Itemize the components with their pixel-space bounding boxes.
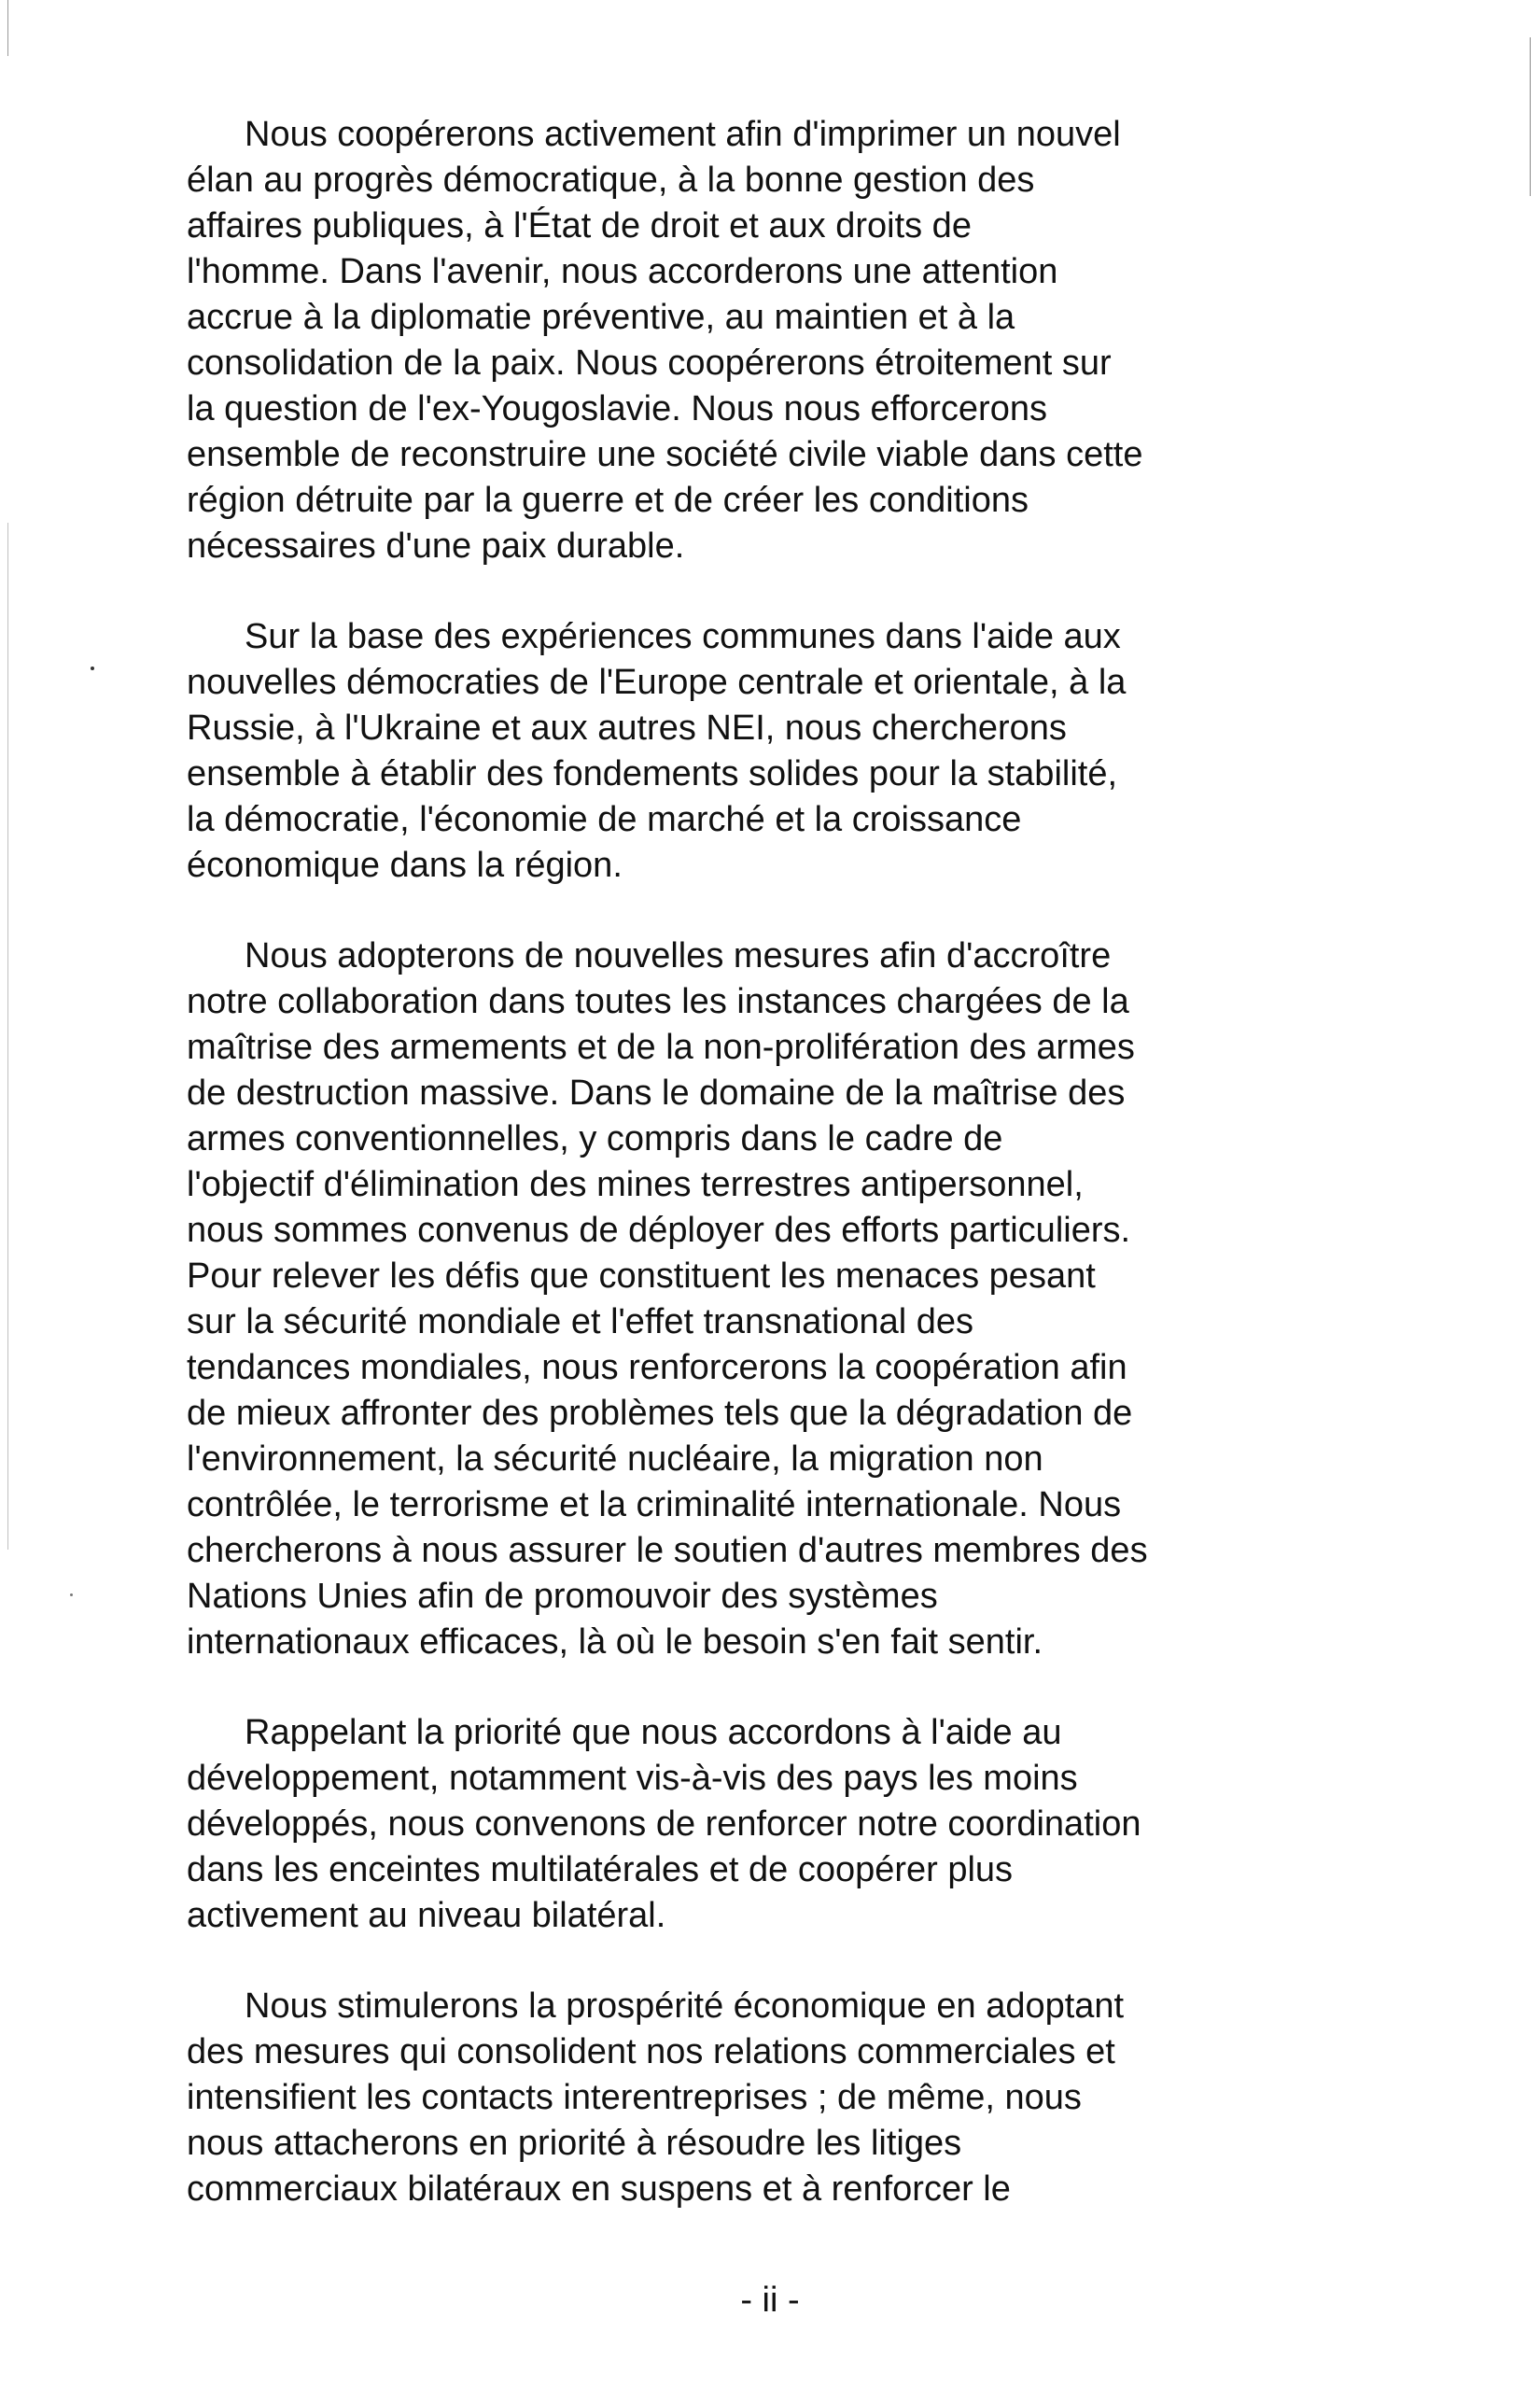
- text-line: maîtrise des armements et de la non-prolifération des armes: [187, 1028, 1135, 1067]
- text-line: Sur la base des expériences communes dans l'aide aux: [245, 617, 1121, 656]
- text-line: l'objectif d'élimination des mines terrestres antipersonnel,: [187, 1165, 1084, 1204]
- text-line: Russie, à l'Ukraine et aux autres NEI, nous chercherons: [187, 709, 1067, 748]
- text-line: Nations Unies afin de promouvoir des systèmes: [187, 1577, 938, 1616]
- text-line: internationaux efficaces, là où le besoin s'en fait sentir.: [187, 1622, 1043, 1662]
- text-line: nécessaires d'une paix durable.: [187, 526, 685, 566]
- text-line: nouvelles démocraties de l'Europe centrale et orientale, à la: [187, 663, 1127, 702]
- text-line: élan au progrès démocratique, à la bonne gestion des: [187, 161, 1035, 200]
- text-line: l'homme. Dans l'avenir, nous accorderons une attention: [187, 252, 1058, 291]
- text-line: chercherons à nous assurer le soutien d'autres membres des: [187, 1531, 1148, 1570]
- text-line: contrôlée, le terrorisme et la criminalité internationale. Nous: [187, 1485, 1122, 1524]
- text-line: la démocratie, l'économie de marché et la croissance: [187, 800, 1022, 839]
- scan-edge-mark: [1530, 37, 1531, 196]
- text-line: Nous adopterons de nouvelles mesures afin d'accroître: [245, 936, 1112, 975]
- scan-speck: [91, 667, 94, 670]
- text-line: Rappelant la priorité que nous accordons à l'aide au: [245, 1713, 1062, 1752]
- paragraph-new-democracies: [187, 614, 1307, 889]
- body-text: [187, 112, 1307, 2257]
- text-line: de destruction massive. Dans le domaine de la maîtrise des: [187, 1074, 1126, 1113]
- paragraph-economic-prosperity: [187, 1984, 1307, 2212]
- text-line: la question de l'ex-Yougoslavie. Nous nous efforcerons: [187, 389, 1047, 428]
- paragraph-democracy: [187, 112, 1307, 569]
- text-line: Nous stimulerons la prospérité économique en adoptant: [245, 1986, 1125, 2026]
- text-line: activement au niveau bilatéral.: [187, 1896, 666, 1935]
- text-line: Pour relever les défis que constituent les menaces pesant: [187, 1256, 1096, 1296]
- text-line: développement, notamment vis-à-vis des pays les moins: [187, 1759, 1078, 1798]
- text-line: consolidation de la paix. Nous coopérerons étroitement sur: [187, 344, 1112, 383]
- text-line: nous attacherons en priorité à résoudre les litiges: [187, 2124, 962, 2163]
- text-line: armes conventionnelles, y compris dans le cadre de: [187, 1119, 1003, 1158]
- text-line: sur la sécurité mondiale et l'effet transnational des: [187, 1302, 974, 1341]
- text-line: affaires publiques, à l'État de droit et aux droits de: [187, 206, 972, 246]
- text-line: nous sommes convenus de déployer des efforts particuliers.: [187, 1211, 1131, 1250]
- scan-edge-mark: [7, 523, 8, 1550]
- text-line: région détruite par la guerre et de créer les conditions: [187, 481, 1029, 520]
- text-line: intensifient les contacts interentreprises ; de même, nous: [187, 2078, 1082, 2117]
- text-line: notre collaboration dans toutes les instances chargées de la: [187, 982, 1129, 1021]
- text-line: l'environnement, la sécurité nucléaire, la migration non: [187, 1439, 1043, 1479]
- text-line: ensemble de reconstruire une société civile viable dans cette: [187, 435, 1143, 474]
- text-line: ensemble à établir des fondements solides pour la stabilité,: [187, 754, 1118, 793]
- text-line: Nous coopérerons activement afin d'imprimer un nouvel: [245, 115, 1121, 154]
- text-line: commerciaux bilatéraux en suspens et à renforcer le: [187, 2169, 1011, 2209]
- text-line: de mieux affronter des problèmes tels que la dégradation de: [187, 1394, 1133, 1433]
- scan-speck: [70, 1593, 73, 1596]
- text-line: des mesures qui consolident nos relations commerciales et: [187, 2032, 1115, 2071]
- text-line: économique dans la région.: [187, 846, 623, 885]
- page-number: - ii -: [740, 2281, 800, 2320]
- text-line: développés, nous convenons de renforcer notre coordination: [187, 1804, 1141, 1844]
- text-line: dans les enceintes multilatérales et de coopérer plus: [187, 1850, 1014, 1889]
- text-line: accrue à la diplomatie préventive, au maintien et à la: [187, 298, 1015, 337]
- scan-edge-mark: [7, 0, 8, 56]
- text-line: tendances mondiales, nous renforcerons la coopération afin: [187, 1348, 1127, 1387]
- paragraph-development-aid: [187, 1710, 1307, 1939]
- paragraph-arms-control: [187, 933, 1307, 1665]
